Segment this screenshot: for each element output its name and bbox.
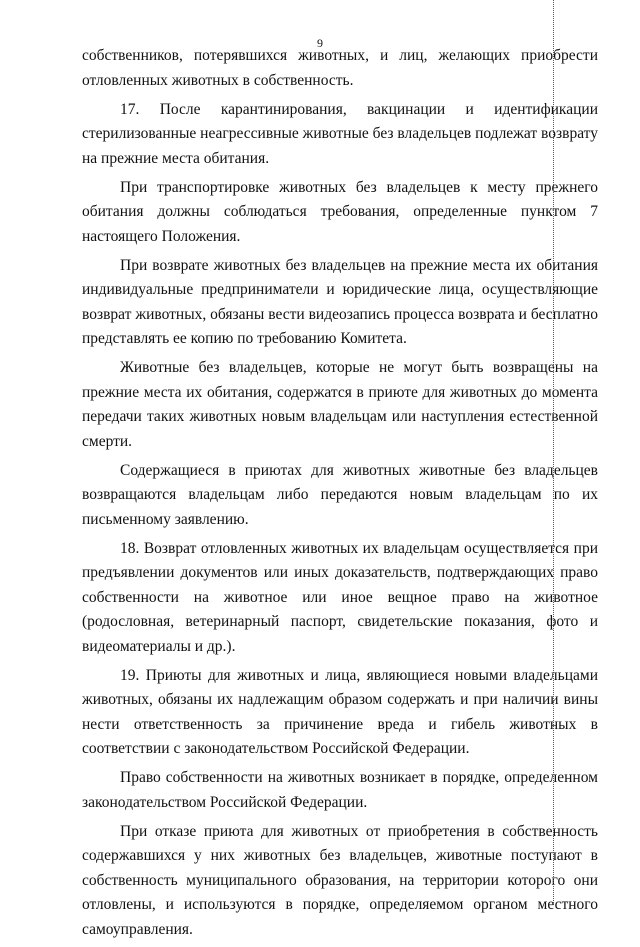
page-number: 9 [317, 36, 323, 50]
paragraph-return-video-recording: При возврате животных без владельцев на прежние места их обитания индивидуальные предприниматели и юридические лица, осуществляющие возврат животных, обязаны вести видеозапись процесса возврата и бесплатно представлять ее копию по требованию Комитета. [82, 256, 598, 347]
document-body [82, 44, 598, 947]
paragraph-item-19: 19. Приюты для животных и лица, являющиеся новыми владельцами животных, обязаны их надлежащим образом содержать и при наличии вины нести ответственность за причинение вреда и гибель животных в соответствии с законодательством Российской Федерации. [82, 666, 598, 757]
paragraph-municipal-ownership: При отказе приюта для животных от приобретения в собственность содержавшихся у них животных без владельцев, животные поступают в собственность муниципального образования, на территории которого они отловлены, и используются в порядке, определяемом органом местного самоуправления. [82, 822, 598, 938]
paragraph-shelter-return: Содержащиеся в приютах для животных животные без владельцев возвращаются владельцам либо передаются новым владельцам по их письменному заявлению. [82, 461, 598, 528]
paragraph-item-17: 17. После карантинирования, вакцинации и идентификации стерилизованные неагрессивные животные без владельцев подлежат возврату на прежние места обитания. [82, 100, 598, 167]
paragraph-item-18: 18. Возврат отловленных животных их владельцам осуществляется при предъявлении документов или иных доказательств, подтверждающих право собственности на животное или иное вещное право на животное (родословная, ветеринарный паспорт, свидетельские показания, фото и видеоматериалы и др.). [82, 539, 598, 655]
paragraph-continuation: собственников, потерявшихся животных, и лиц, желающих приобрести отловленных животных в собственность. [82, 47, 598, 89]
paragraph-transport-requirements: При транспортировке животных без владельцев к месту прежнего обитания должны соблюдаться требования, определенные пунктом 7 настоящего Положения. [82, 178, 598, 245]
paragraph-ownership-right: Право собственности на животных возникает в порядке, определенном законодательством Российской Федерации. [82, 769, 598, 811]
scan-line [553, 0, 554, 905]
paragraph-shelter-keeping: Животные без владельцев, которые не могут быть возвращены на прежние места их обитания, содержатся в приюте для животных до момента передачи таких животных новым владельцам или наступления естественной смерти. [82, 359, 598, 450]
